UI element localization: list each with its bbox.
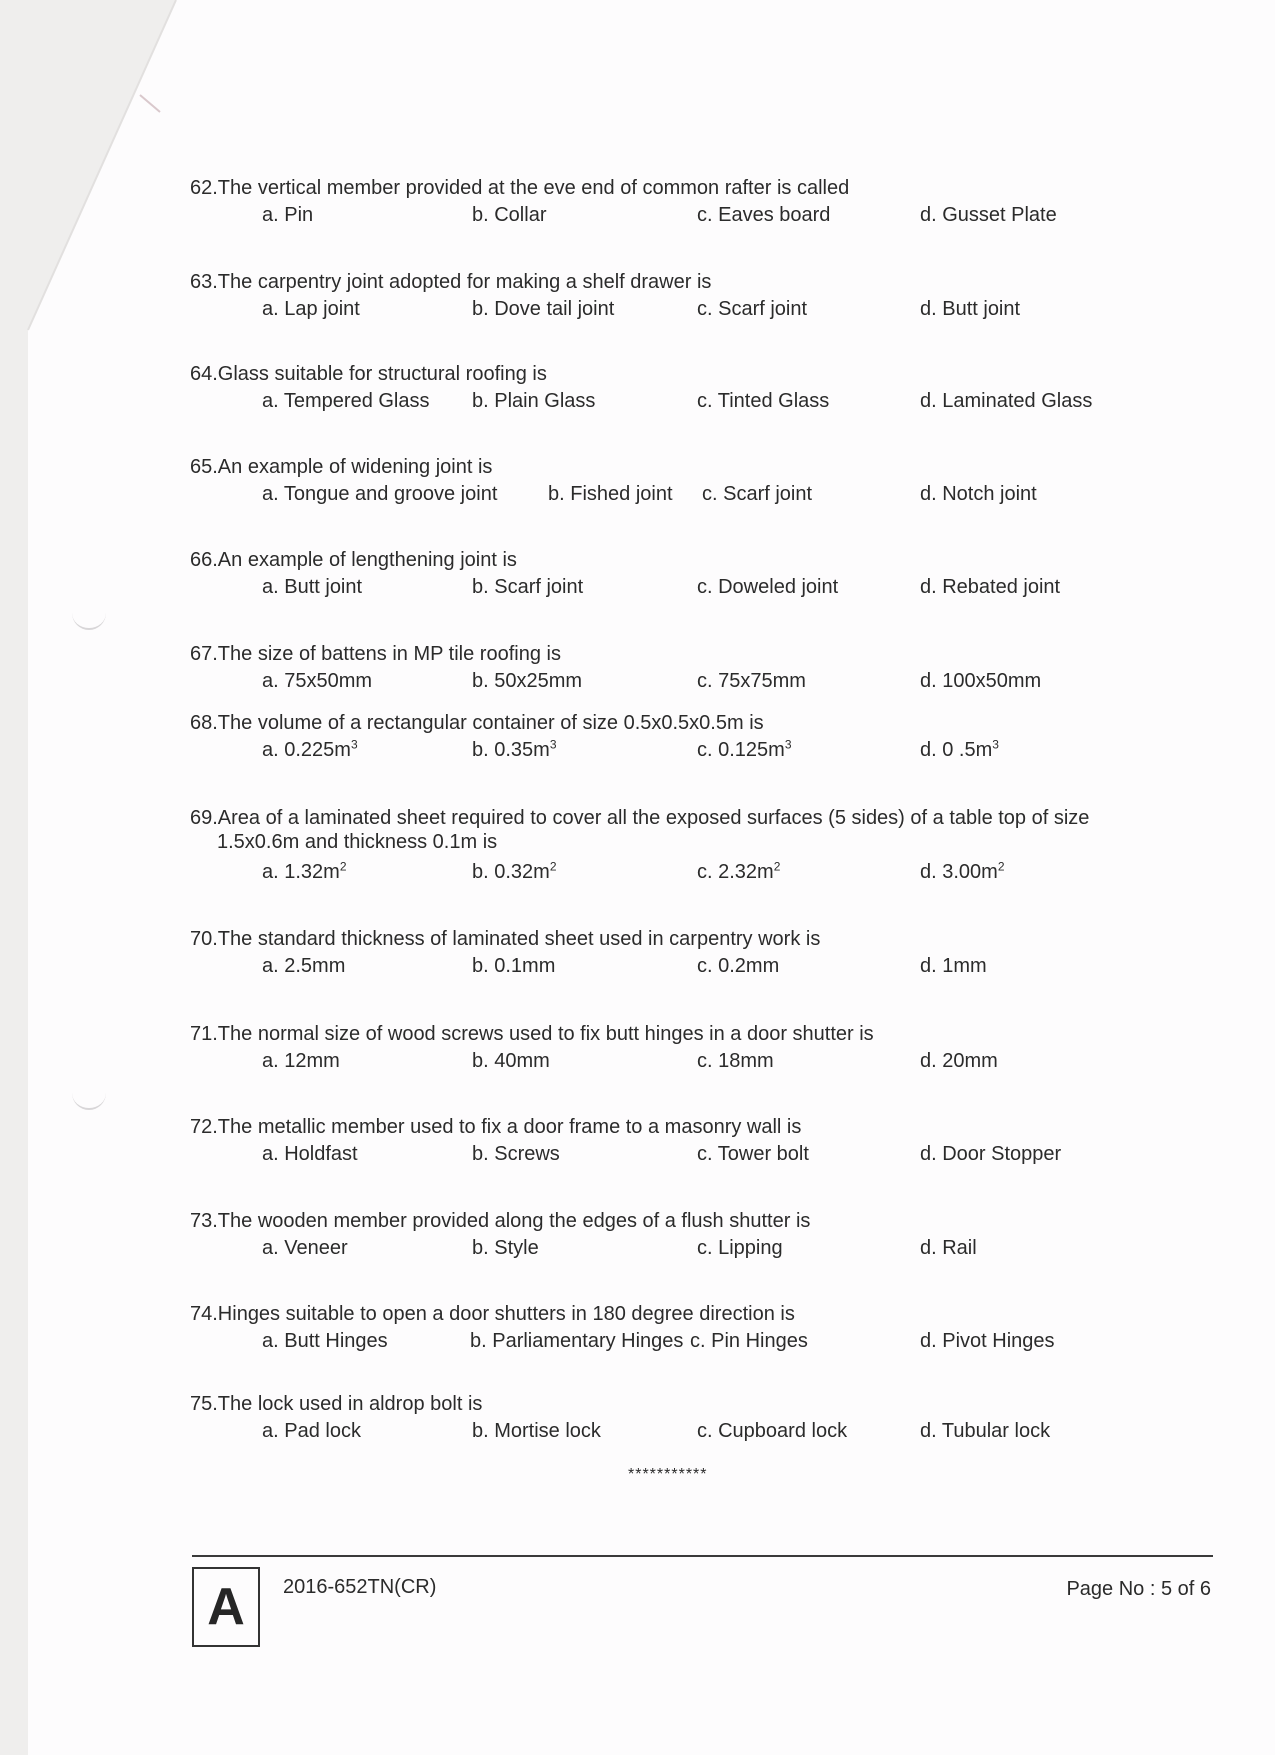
question-stem: 70.The standard thickness of laminated sheet used in carpentry work is bbox=[190, 928, 821, 950]
answer-option-c: c. Scarf joint bbox=[697, 298, 808, 320]
page-number: Page No : 5 of 6 bbox=[1066, 1578, 1211, 1600]
answer-option-a: a. Pin bbox=[262, 204, 314, 226]
superscript-unit: 2 bbox=[549, 859, 557, 874]
answer-option-a: a. Tempered Glass bbox=[262, 390, 430, 412]
answer-option-c: c. Tinted Glass bbox=[697, 390, 830, 412]
answer-option-a: a. Butt Hinges bbox=[262, 1330, 388, 1352]
answer-option-a: a. 75x50mm bbox=[262, 670, 373, 692]
question-75 bbox=[190, 1392, 482, 1416]
answer-option-c: c. Pin Hinges bbox=[690, 1330, 808, 1352]
answer-option-c: c. Scarf joint bbox=[702, 483, 813, 505]
question-set-badge: A bbox=[192, 1567, 260, 1647]
answer-option-c: c. Cupboard lock bbox=[697, 1420, 848, 1442]
answer-option-b: b. Dove tail joint bbox=[472, 298, 615, 320]
superscript-unit: 3 bbox=[549, 737, 557, 752]
question-70 bbox=[190, 927, 820, 951]
answer-option-c: c. Tower bolt bbox=[697, 1143, 809, 1165]
answer-option-a: a. 2.5mm bbox=[262, 955, 346, 977]
answer-option-c: c. $0.125m^3$ bbox=[697, 737, 792, 761]
answer-option-b: b. Screws bbox=[472, 1143, 560, 1165]
answer-option-b: b. Parliamentary Hinges bbox=[470, 1330, 684, 1352]
question-73 bbox=[190, 1209, 810, 1233]
answer-option-a: a. 12mm bbox=[262, 1050, 340, 1072]
answer-option-a: a. $0.225m^3$ bbox=[262, 737, 358, 761]
answer-option-b: b. Collar bbox=[472, 204, 547, 226]
punch-hole-mark bbox=[72, 610, 106, 630]
answer-option-d: d. Door Stopper bbox=[920, 1143, 1062, 1165]
question-stem: 64.Glass suitable for structural roofing is bbox=[190, 363, 547, 385]
superscript-unit: 2 bbox=[339, 859, 347, 874]
question-64 bbox=[190, 362, 547, 386]
question-74 bbox=[190, 1302, 795, 1326]
scan-page-edge bbox=[0, 0, 26, 1755]
superscript-unit: 2 bbox=[773, 859, 781, 874]
answer-option-b: b. $0.32m^2$ bbox=[472, 859, 557, 883]
paper-code: 2016-652TN(CR) bbox=[283, 1576, 437, 1598]
answer-option-a: a. Holdfast bbox=[262, 1143, 358, 1165]
question-67 bbox=[190, 642, 561, 666]
answer-option-d: d. Butt joint bbox=[920, 298, 1021, 320]
answer-option-d: d. 20mm bbox=[920, 1050, 998, 1072]
answer-option-b: b. Scarf joint bbox=[472, 576, 584, 598]
answer-option-d: d. 0 $.5m^3$ bbox=[920, 737, 999, 761]
question-stem: 73.The wooden member provided along the edges of a flush shutter is bbox=[190, 1210, 811, 1232]
question-66 bbox=[190, 548, 517, 572]
question-65 bbox=[190, 455, 492, 479]
end-of-section-marker: *********** bbox=[628, 1466, 708, 1483]
superscript-unit: 2 bbox=[997, 859, 1005, 874]
question-stem-continued: 1.5x0.6m and thickness 0.1m is bbox=[217, 831, 498, 853]
answer-option-a: a. Tongue and groove joint bbox=[262, 483, 498, 505]
question-69 bbox=[190, 806, 1089, 854]
question-stem: 71.The normal size of wood screws used to fix butt hinges in a door shutter is bbox=[190, 1023, 874, 1045]
answer-option-b: b. Fished joint bbox=[548, 483, 673, 505]
answer-option-a: a. Lap joint bbox=[262, 298, 360, 320]
punch-hole-mark bbox=[72, 1090, 106, 1110]
answer-option-c: c. $2.32m^2$ bbox=[697, 859, 781, 883]
answer-option-b: b. 50x25mm bbox=[472, 670, 583, 692]
question-63 bbox=[190, 270, 711, 294]
question-stem: 67.The size of battens in MP tile roofing is bbox=[190, 643, 561, 665]
answer-option-d: d. 1mm bbox=[920, 955, 987, 977]
answer-option-c: c. 0.2mm bbox=[697, 955, 780, 977]
question-72 bbox=[190, 1115, 801, 1139]
question-stem: 74.Hinges suitable to open a door shutters in 180 degree direction is bbox=[190, 1303, 795, 1325]
answer-option-b: b. $0.35m^3$ bbox=[472, 737, 557, 761]
answer-option-b: b. 0.1mm bbox=[472, 955, 556, 977]
answer-option-d: d. Rail bbox=[920, 1237, 977, 1259]
answer-option-a: a. $1.32m^2$ bbox=[262, 859, 347, 883]
answer-option-d: d. Pivot Hinges bbox=[920, 1330, 1055, 1352]
answer-option-c: c. 75x75mm bbox=[697, 670, 806, 692]
answer-option-d: d. Gusset Plate bbox=[920, 204, 1057, 226]
question-stem: 72.The metallic member used to fix a door frame to a masonry wall is bbox=[190, 1116, 802, 1138]
answer-option-d: d. $3.00m^2$ bbox=[920, 859, 1005, 883]
answer-option-d: d. 100x50mm bbox=[920, 670, 1042, 692]
answer-option-a: a. Butt joint bbox=[262, 576, 363, 598]
question-stem: 69.Area of a laminated sheet required to cover all the exposed surfaces (5 sides) of a table top of size bbox=[190, 807, 1090, 829]
answer-option-c: c. 18mm bbox=[697, 1050, 774, 1072]
answer-option-d: d. Tubular lock bbox=[920, 1420, 1051, 1442]
answer-option-c: c. Lipping bbox=[697, 1237, 783, 1259]
question-stem: 62.The vertical member provided at the eve end of common rafter is called bbox=[190, 177, 850, 199]
answer-option-c: c. Eaves board bbox=[697, 204, 831, 226]
superscript-unit: 3 bbox=[350, 737, 358, 752]
answer-option-a: a. Veneer bbox=[262, 1237, 348, 1259]
question-62 bbox=[190, 176, 849, 200]
question-71 bbox=[190, 1022, 874, 1046]
answer-option-b: b. Mortise lock bbox=[472, 1420, 601, 1442]
footer-divider bbox=[192, 1555, 1213, 1557]
answer-option-d: d. Laminated Glass bbox=[920, 390, 1093, 412]
question-stem: 68.The volume of a rectangular container of size 0.5x0.5x0.5m is bbox=[190, 712, 764, 734]
superscript-unit: 3 bbox=[992, 737, 999, 752]
answer-option-b: b. Plain Glass bbox=[472, 390, 596, 412]
answer-option-b: b. 40mm bbox=[472, 1050, 550, 1072]
answer-option-a: a. Pad lock bbox=[262, 1420, 361, 1442]
answer-option-d: d. Rebated joint bbox=[920, 576, 1061, 598]
answer-option-d: d. Notch joint bbox=[920, 483, 1037, 505]
question-stem: 63.The carpentry joint adopted for making a shelf drawer is bbox=[190, 271, 712, 293]
answer-option-c: c. Doweled joint bbox=[697, 576, 839, 598]
question-stem: 75.The lock used in aldrop bolt is bbox=[190, 1393, 483, 1415]
question-68 bbox=[190, 711, 764, 735]
question-stem: 66.An example of lengthening joint is bbox=[190, 549, 517, 571]
question-stem: 65.An example of widening joint is bbox=[190, 456, 493, 478]
superscript-unit: 3 bbox=[784, 737, 792, 752]
answer-option-b: b. Style bbox=[472, 1237, 539, 1259]
